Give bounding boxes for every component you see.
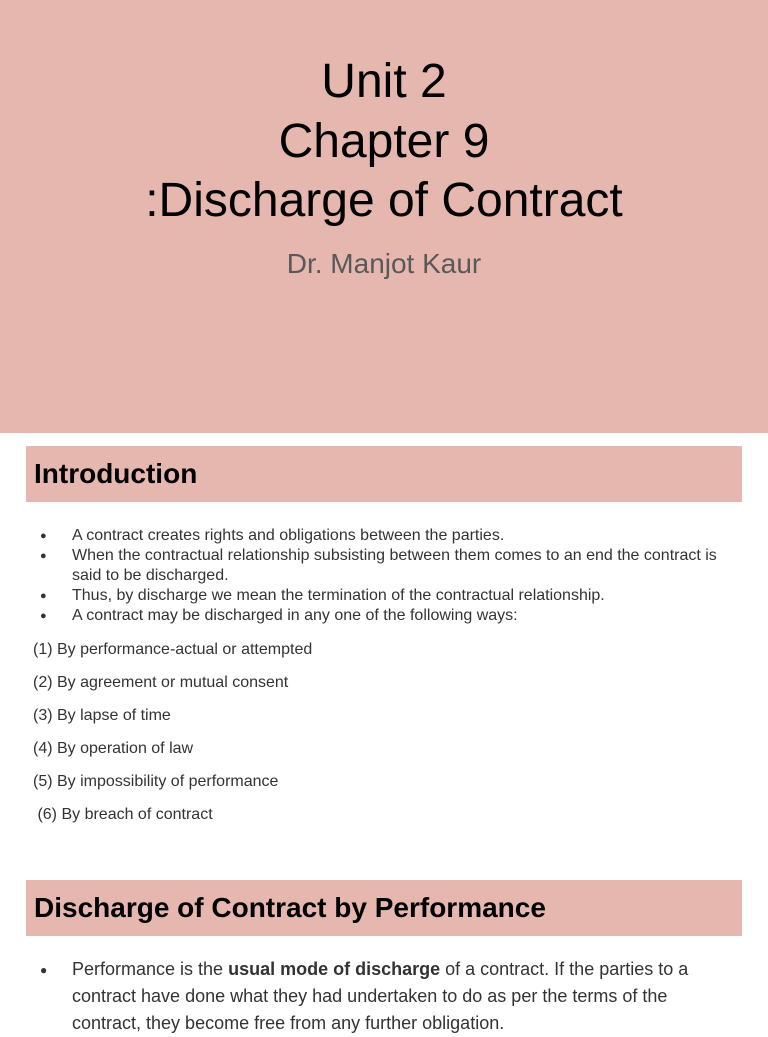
performance-bullet-list: [40, 956, 740, 1037]
topic-title: :Discharge of Contract: [145, 174, 623, 227]
list-item: (5) By impossibility of performance: [33, 773, 279, 790]
bullet-text: of a contract. If the parties to a contract have done what they had undertaken to do as per the terms of the contract, they become free from any further obligation.: [72, 959, 689, 1033]
introduction-heading: Introduction: [34, 458, 198, 489]
introduction-header: [26, 446, 742, 502]
list-item: [40, 956, 740, 1037]
title-slide: [0, 0, 768, 433]
list-item: (6) By breach of contract: [33, 806, 213, 823]
list-item: (4) By operation of law: [33, 740, 194, 757]
unit-title: Unit 2: [321, 55, 447, 108]
introduction-bullet-list: [40, 526, 730, 626]
list-item: ● A contract may be discharged in any one of the following ways:: [40, 606, 730, 626]
performance-header: [26, 880, 742, 936]
list-item: ● Thus, by discharge we mean the termination of the contractual relationship.: [40, 586, 730, 606]
list-item: (1) By performance-actual or attempted: [33, 641, 313, 658]
discharge-ways-list: [33, 640, 733, 838]
bullet-text: Performance is the: [72, 959, 229, 979]
author-name: Dr. Manjot Kaur: [286, 248, 482, 279]
list-item: ● When the contractual relationship subsisting between them comes to an end the contract is said to be discharged.: [40, 546, 730, 586]
bullet-emphasis: usual mode of discharge: [228, 959, 441, 979]
list-item: (3) By lapse of time: [33, 707, 171, 724]
chapter-title: Chapter 9: [278, 115, 490, 168]
list-item: ● A contract creates rights and obligations between the parties.: [40, 526, 730, 546]
performance-heading: Discharge of Contract by Performance: [34, 892, 546, 923]
list-item: (2) By agreement or mutual consent: [33, 674, 289, 691]
